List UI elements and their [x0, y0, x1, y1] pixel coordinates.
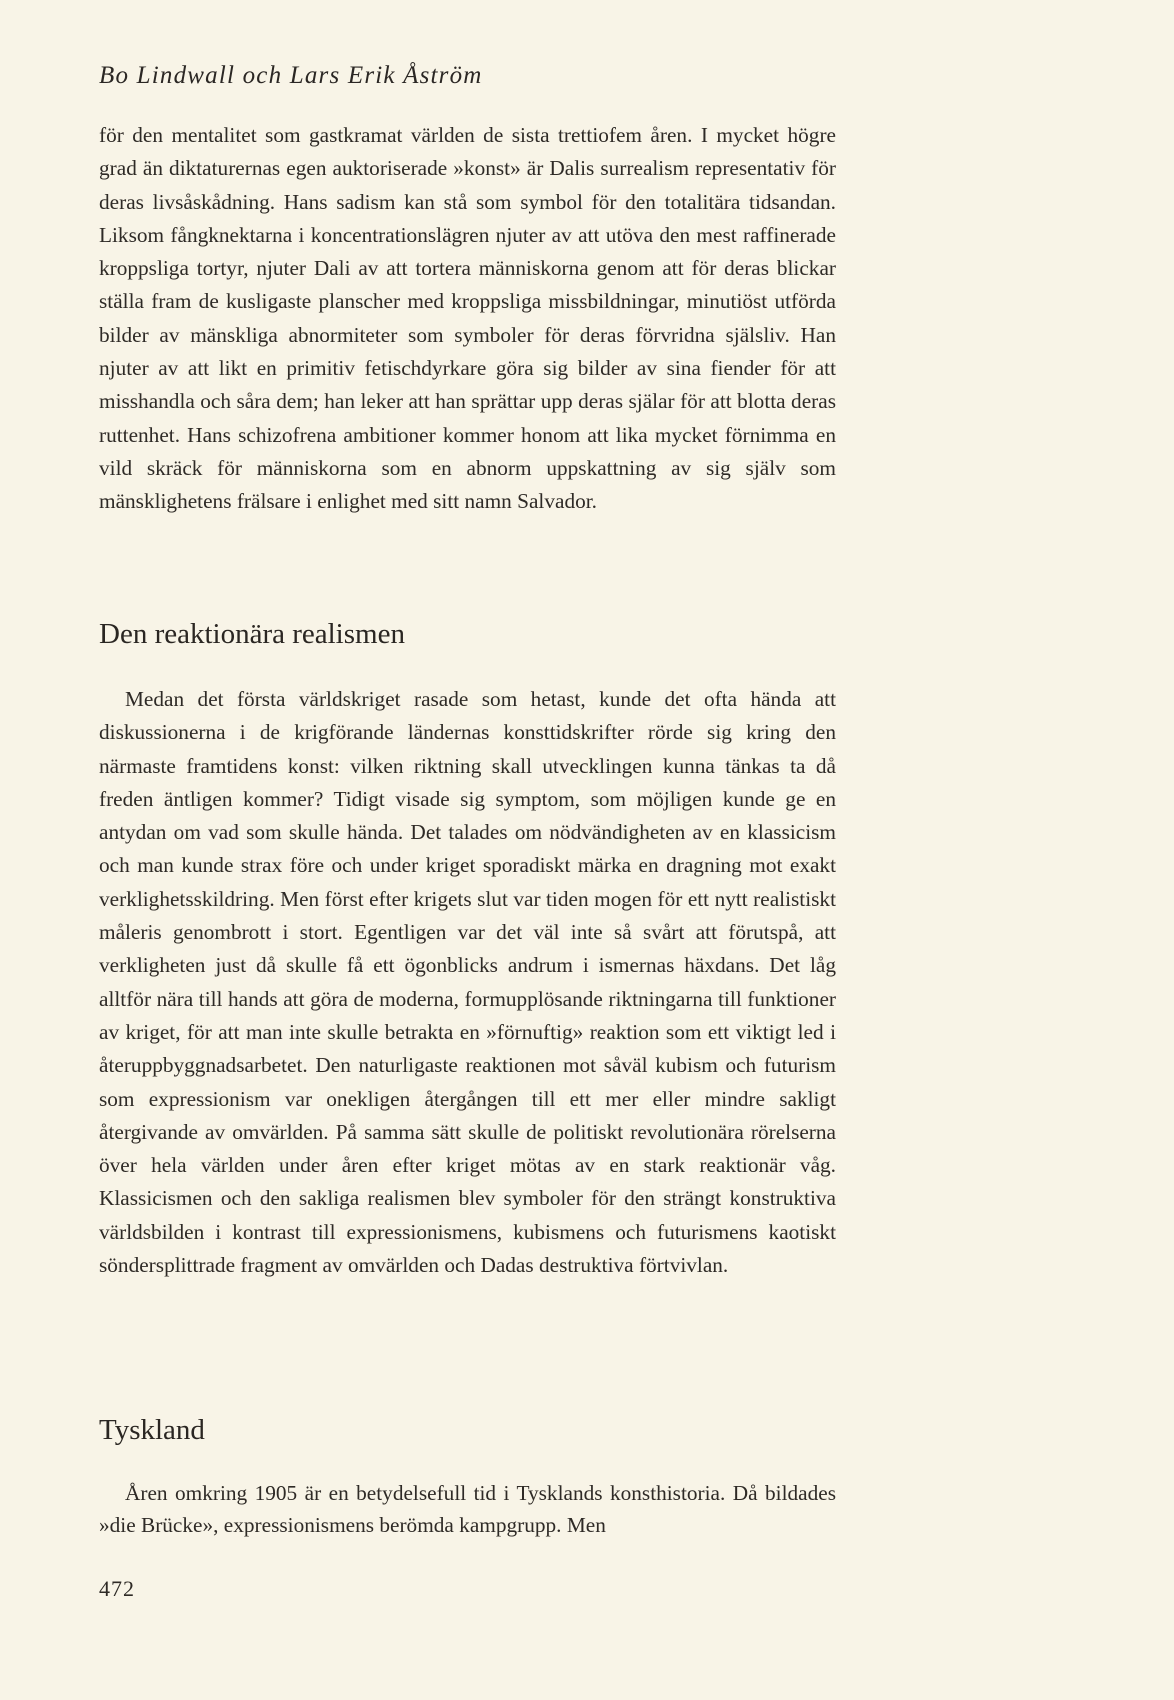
section-heading-germany: Tyskland	[99, 1414, 205, 1446]
body-text-top	[99, 119, 836, 519]
body-text-germany	[99, 1477, 836, 1541]
paragraph-germany: Åren omkring 1905 är en betydelsefull tid i Tysklands konsthistoria. Då bildades »die Brücke», expressionismens berömda kampgrupp. Men	[99, 1481, 836, 1537]
page-number: 472	[99, 1576, 135, 1601]
running-head: Bo Lindwall och Lars Erik Åström	[99, 62, 483, 89]
paragraph-surrealism: för den mentalitet som gastkramat världen de sista trettiofem åren. I mycket högre grad än diktaturernas egen auktoriserade »konst» är Dalis surrealism representativ för deras livsåskådning. Hans sadism kan stå som symbol för den totalitära tidsandan. Liksom fångknektarna i koncentrationslägren njuter av att utöva den mest raffinerade kroppsliga tortyr, njuter Dali av att tortera människorna genom att för deras blickar ställa fram de kusligaste planscher med kroppsliga missbildningar, minutiöst utförda bilder av mänskliga abnormiteter som symboler för deras förvridna själsliv. Han njuter av att likt en primitiv fetischdyrkare göra sig bilder av sina fiender för att misshandla och såra dem; han leker att han sprättar upp deras själar för att blotta deras ruttenhet. Hans schizofrena ambitioner kommer honom att lika mycket förnimma en vild skräck för människorna som en abnorm uppskattning av sig själv som mänsklighetens frälsare i enlighet med sitt namn Salvador.	[99, 123, 836, 514]
paragraph-realism: Medan det första världskriget rasade som hetast, kunde det ofta hända att diskussionerna i de krigförande ländernas konsttidskrifter rörde sig kring den närmaste framtidens konst: vilken riktning skall utvecklingen kunna tänkas ta då freden äntligen kommer? Tidigt visade sig symptom, som möjligen kunde ge en antydan om vad som skulle hända. Det talades om nödvändigheten av en klassicism och man kunde strax före och under kriget sporadiskt märka en dragning mot exakt verklighetsskildring. Men först efter krigets slut var tiden mogen för ett nytt realistiskt måleris genombrott i stort. Egentligen var det väl inte så svårt att förutspå, att verkligheten just då skulle få ett ögonblicks andrum i ismernas häxdans. Det låg alltför nära till hands att göra de moderna, formupplösande riktningarna till funktioner av kriget, för att man inte skulle betrakta en »förnuftig» reaktion som ett viktigt led i återuppbyggnadsarbetet. Den naturligaste reaktionen mot såväl kubism och futurism som expressionism var onekligen återgången till ett mer eller mindre sakligt återgivande av omvärlden. På samma sätt skulle de politiskt revolutionära rörelserna över hela världen under åren efter kriget mötas av en stark reaktionär våg. Klassicismen och den sakliga realismen blev symboler för den strängt konstruktiva världsbilden i kontrast till expressionismens, kubismens och futurismens kaotiskt söndersplittrade fragment av omvärlden och Dadas destruktiva förtvivlan.	[99, 687, 836, 1278]
body-text-realism	[99, 683, 836, 1282]
section-heading-reactionary-realism: Den reaktionära realismen	[99, 618, 405, 650]
